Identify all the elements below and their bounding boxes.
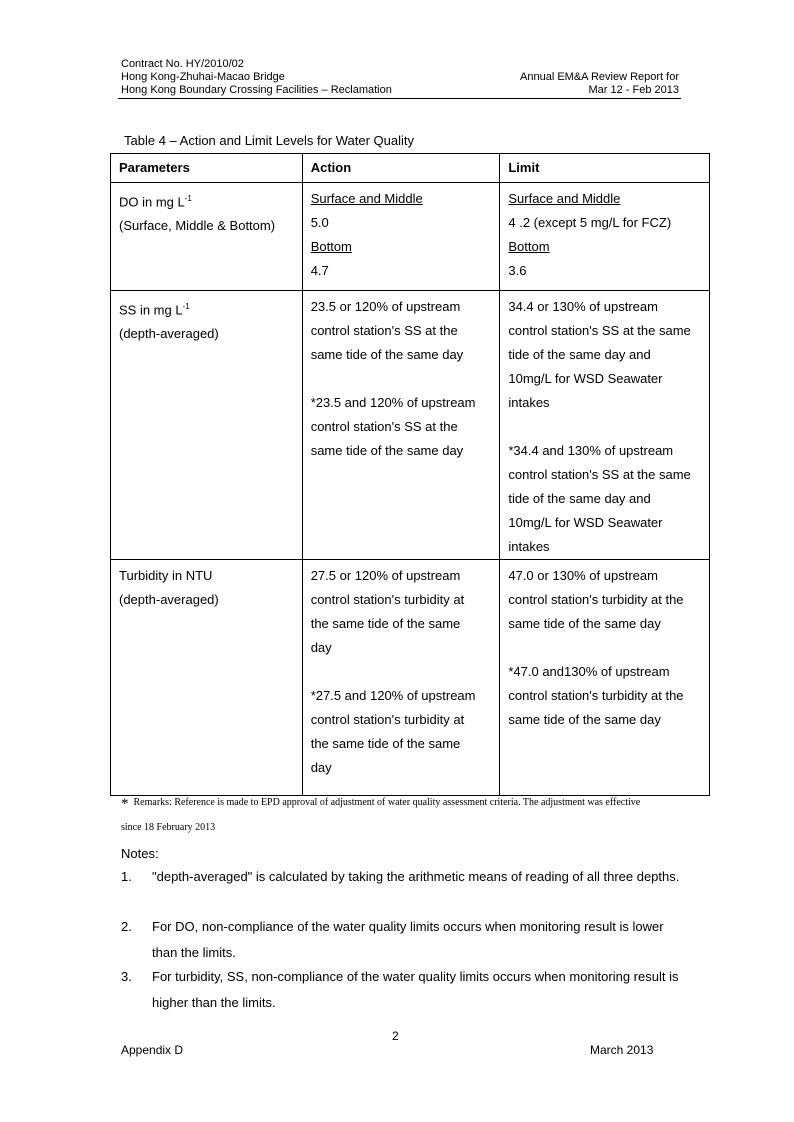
footer-right: March 2013 (590, 1043, 654, 1057)
param-line-wrap (119, 295, 294, 322)
param-line: (depth-averaged) (119, 326, 219, 342)
note-text: "depth-averaged" is calculated by taking the arithmetic means of reading of all three depths. (152, 869, 680, 884)
limit-cell (500, 183, 710, 291)
note-number: 2. (121, 919, 132, 934)
note-item (121, 864, 681, 890)
limit-cell (500, 560, 710, 796)
action-line: the same tide of the same (310, 616, 461, 631)
action-line: control station's turbidity at (310, 592, 465, 607)
limit-line: control station's turbidity at the (508, 592, 684, 607)
action-line: same tide of the same day (310, 443, 464, 458)
action-cell (302, 560, 500, 796)
table-row (111, 183, 710, 291)
unit-exponent: -1 (182, 302, 190, 311)
limit-line: intakes (508, 395, 550, 410)
param-line: Turbidity in NTU (119, 568, 213, 583)
limit-line (508, 415, 701, 439)
limit-line: Surface and Middle (508, 191, 621, 206)
action-line: 27.5 or 120% of upstream (310, 568, 461, 583)
action-line: Surface and Middle (310, 191, 423, 206)
action-line: 4.7 (310, 263, 329, 278)
limit-line: same tide of the same day (508, 712, 661, 727)
table-caption: Table 4 – Action and Limit Levels for Water Quality (124, 133, 414, 148)
action-line (311, 367, 492, 391)
action-line: day (310, 760, 332, 775)
param-line: SS in mg L (119, 302, 183, 318)
action-line: control station's turbidity at (310, 712, 465, 727)
remark-line-2: since 18 February 2013 (121, 822, 216, 833)
limit-line: tide of the same day and (508, 347, 651, 362)
notes-title: Notes: (121, 846, 159, 861)
limit-cell (500, 291, 710, 560)
limit-line: *47.0 and130% of upstream (508, 664, 670, 679)
header-action: Action (302, 154, 500, 183)
limit-line: 10mg/L for WSD Seawater (508, 515, 663, 530)
note-number: 3. (121, 969, 132, 984)
action-line: Bottom (310, 239, 352, 254)
project-subtitle: Hong Kong Boundary Crossing Facilities – Reclamation (121, 84, 392, 96)
note-text: For turbidity, SS, non-compliance of the water quality limits occurs when monitoring result is higher than the limits. (152, 969, 679, 1010)
limit-line: 3.6 (508, 263, 527, 278)
action-line: control station's SS at the (310, 323, 458, 338)
asterisk: * (121, 796, 129, 812)
action-line: *23.5 and 120% of upstream (310, 395, 476, 410)
remark-text-1: Remarks: Reference is made to EPD approval of adjustment of water quality assessment criteria. The adjustment was effective (133, 797, 641, 808)
action-cell (302, 291, 500, 560)
note-item (121, 914, 681, 966)
report-title: Annual EM&A Review Report for (520, 71, 679, 83)
unit-exponent: -1 (184, 194, 192, 203)
limit-line: *34.4 and 130% of upstream (508, 443, 674, 458)
action-cell (302, 183, 500, 291)
param-cell (111, 291, 303, 560)
action-line: day (310, 640, 332, 655)
limit-line: 47.0 or 130% of upstream (508, 568, 658, 583)
report-period: Mar 12 - Feb 2013 (588, 84, 679, 96)
limit-line: tide of the same day and (508, 491, 651, 506)
note-text: For DO, non-compliance of the water quality limits occurs when monitoring result is lower than the limits. (152, 919, 664, 960)
table-header-row (111, 154, 710, 183)
note-number: 1. (121, 869, 132, 884)
limit-line: intakes (508, 539, 550, 554)
remark-line-1 (121, 796, 640, 813)
header-limit: Limit (500, 154, 710, 183)
action-line (311, 660, 492, 684)
action-line: 5.0 (310, 215, 329, 230)
header-divider (118, 98, 681, 99)
header-parameters: Parameters (111, 154, 303, 183)
limit-line: control station's turbidity at the (508, 688, 684, 703)
footer-left: Appendix D (121, 1043, 184, 1057)
action-line: the same tide of the same (310, 736, 461, 751)
param-line-wrap (119, 187, 294, 214)
contract-number: Contract No. HY/2010/02 (121, 58, 244, 70)
action-line: same tide of the same day (310, 347, 464, 362)
project-name: Hong Kong-Zhuhai-Macao Bridge (121, 71, 285, 83)
param-cell (111, 183, 303, 291)
page-number: 2 (392, 1029, 399, 1043)
header-right (520, 71, 679, 97)
table-row (111, 560, 710, 796)
param-line: (Surface, Middle & Bottom) (119, 218, 276, 234)
limit-line: 34.4 or 130% of upstream (508, 299, 658, 314)
param-line: DO in mg L (119, 194, 185, 210)
limit-line (508, 636, 701, 660)
limit-line: control station's SS at the same (508, 323, 691, 338)
param-line: (depth-averaged) (119, 592, 219, 607)
param-cell (111, 560, 303, 796)
action-line: 23.5 or 120% of upstream (310, 299, 461, 314)
table-row (111, 291, 710, 560)
limit-line: 10mg/L for WSD Seawater (508, 371, 663, 386)
header-left (121, 58, 392, 97)
limit-line: Bottom (508, 239, 550, 254)
limit-line: same tide of the same day (508, 616, 661, 631)
limit-line: 4 .2 (except 5 mg/L for FCZ) (508, 215, 672, 230)
limit-line: control station's SS at the same (508, 467, 691, 482)
note-item (121, 964, 681, 1016)
action-line: control station's SS at the (310, 419, 458, 434)
water-quality-table (110, 153, 710, 796)
action-line: *27.5 and 120% of upstream (310, 688, 476, 703)
